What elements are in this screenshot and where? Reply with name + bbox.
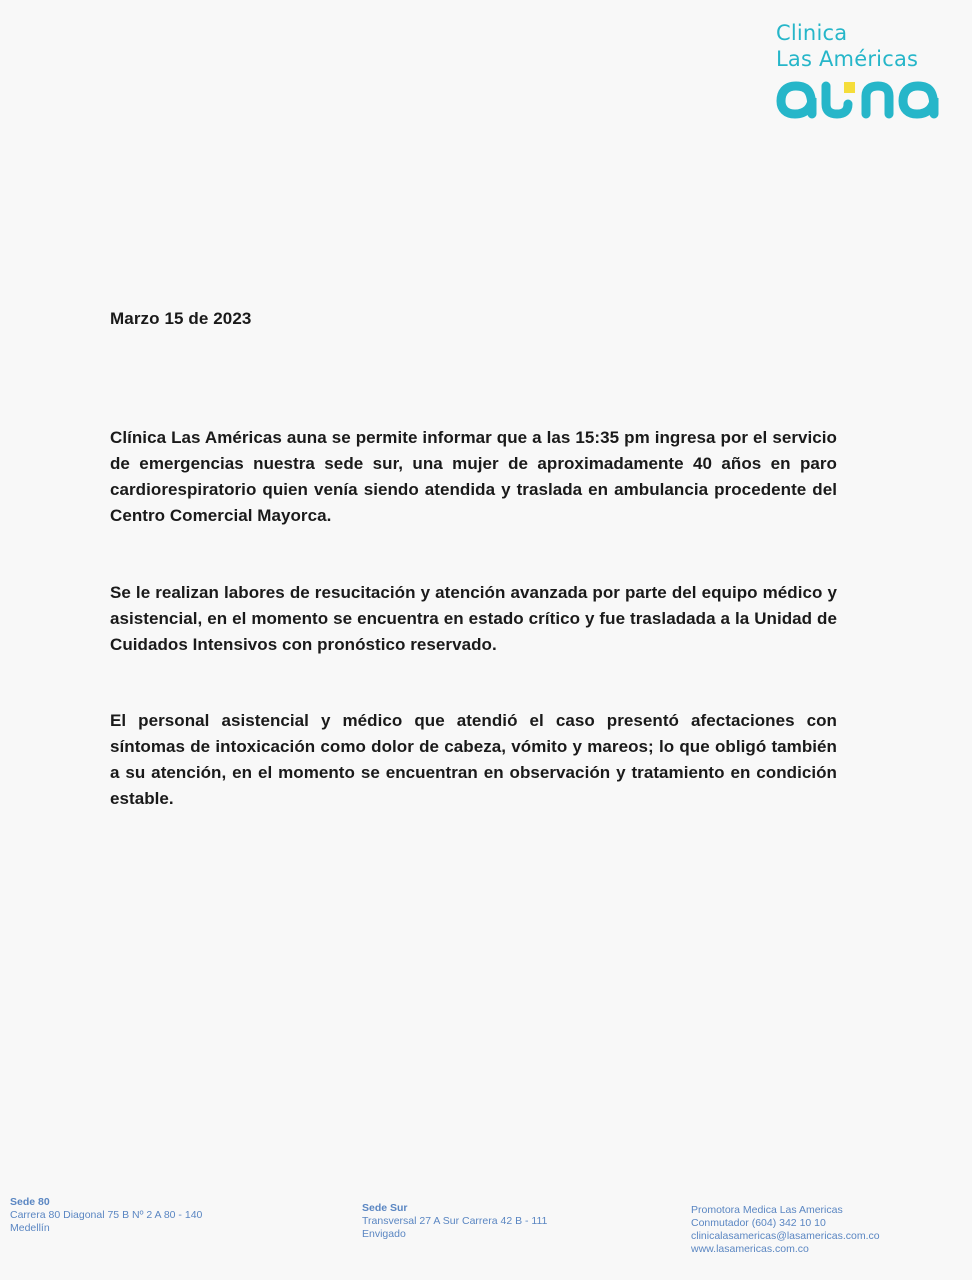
- footer-sede-sur: [362, 1202, 547, 1241]
- footer-company: Promotora Medica Las Americas: [691, 1204, 843, 1216]
- letter-paragraph-3: El personal asistencial y médico que atendió el caso presentó afectaciones con síntomas de intoxicación como dolor de cabeza, vómito y mareos; lo que obligó también a su atención, en el momento se encuentran en observación y tratamiento en condición estable.: [110, 711, 837, 808]
- footer-email: clinicalasamericas@lasamericas.com.co: [691, 1230, 880, 1242]
- footer-sede-sur-address: Transversal 27 A Sur Carrera 42 B - 111: [362, 1215, 548, 1227]
- letter-paragraph-1: Clínica Las Américas auna se permite informar que a las 15:35 pm ingresa por el servicio de emergencias nuestra sede sur, una mujer de aproximadamente 40 años en paro cardiorespiratorio quien venía siendo atendida y traslada en ambulancia procedente del Centro Comercial Mayorca.: [110, 428, 837, 525]
- footer-sede-80-address: Carrera 80 Diagonal 75 B Nº 2 A 80 - 140: [10, 1209, 203, 1221]
- clinic-logo: [776, 20, 946, 125]
- footer-website: www.lasamericas.com.co: [691, 1243, 809, 1255]
- logo-yellow-square: [844, 82, 855, 93]
- letter-paragraph-2: Se le realizan labores de resucitación y atención avanzada por parte del equipo médico y asistencial, en el momento se encuentra en estado crítico y fue trasladada a la Unidad de Cuidados Intensivos con pronóstico reservado.: [110, 583, 837, 654]
- logo-text-line2: Las Américas: [776, 47, 919, 71]
- footer-sede-80: [10, 1196, 202, 1235]
- auna-wordmark-icon: [776, 76, 940, 120]
- footer-sede-sur-title: Sede Sur: [362, 1202, 408, 1214]
- footer-contact: [691, 1204, 880, 1256]
- footer-sede-80-city: Medellín: [10, 1222, 50, 1234]
- footer-phone: Conmutador (604) 342 10 10: [691, 1217, 826, 1229]
- letter-date: Marzo 15 de 2023: [110, 309, 252, 328]
- footer-sede-80-title: Sede 80: [10, 1196, 50, 1208]
- logo-text-line1: Clinica: [776, 21, 848, 45]
- footer-sede-sur-city: Envigado: [362, 1228, 406, 1240]
